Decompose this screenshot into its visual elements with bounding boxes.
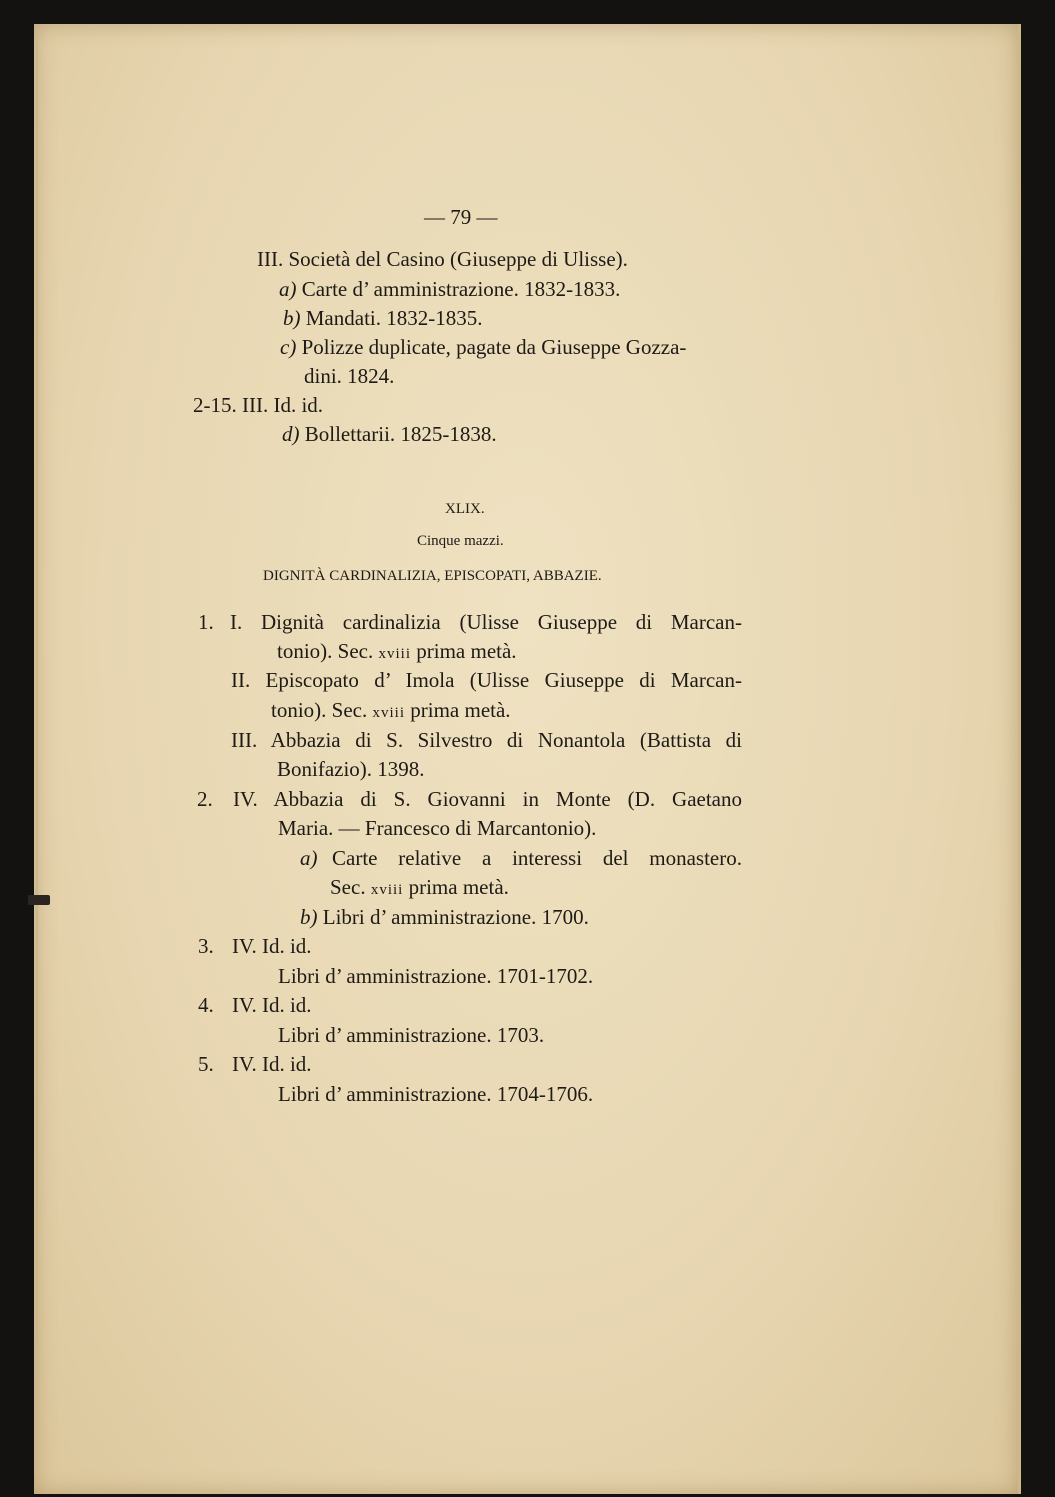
entry-line: I. Dignità cardinalizia (Ulisse Giuseppe di Marcan- [230,610,742,634]
section-subtitle: Cinque mazzi. [417,533,504,549]
item-label: b) [300,905,318,929]
binding-stitch [28,895,50,905]
item-label-text: a) [300,846,318,870]
entry-line: IV. Id. id. [232,1052,312,1076]
entry-text: tonio). Sec. [271,698,373,722]
entry-line [277,638,517,667]
entry-line [282,421,497,447]
item-label: c) [280,335,297,359]
entry-line: 2-15. III. Id. id. [193,393,324,417]
entry-line: Libri d’ amministrazione. 1704-1706. [278,1082,594,1106]
entry-text: Sec. [330,875,371,899]
entry-line: IV. Abbazia di S. Giovanni in Monte (D. Gaetano [233,787,742,811]
entry-line: III. Società del Casino (Giuseppe di Ulisse). [257,247,628,271]
entry-line: Carte relative a interessi del monastero. [332,846,742,870]
entry-line: IV. Id. id. [232,934,312,958]
entry-line: II. Episcopato d’ Imola (Ulisse Giuseppe di Marcan- [231,668,742,692]
entry-number: 5. [198,1052,214,1076]
entry-line [271,697,511,726]
item-label [300,845,318,871]
page-gutter [36,30,38,1470]
entry-line [279,276,620,302]
item-text: Carte d’ amministrazione. 1832-1833. [301,277,621,301]
entry-line: Maria. — Francesco di Marcantonio). [278,816,597,840]
entry-line [283,305,482,331]
entry-number: 1. [198,610,214,634]
item-text: Mandati. 1832-1835. [305,306,483,330]
entry-text: tonio). Sec. [277,639,379,663]
item-label: a) [279,277,297,301]
entry-number: 2. [197,787,213,811]
entry-line [300,904,589,930]
century-numeral: xviii [372,705,405,721]
page-number: — 79 — [424,205,498,229]
entry-text: prima metà. [405,698,511,722]
entry-line [330,874,509,903]
entry-number: 3. [198,934,214,958]
book-page [34,24,1021,1494]
entry-text: prima metà. [411,639,517,663]
century-numeral: xviii [378,646,411,662]
section-title: DIGNITÀ CARDINALIZIA, EPISCOPATI, ABBAZIE. [263,568,602,584]
section-number: XLIX. [445,501,485,517]
item-text: Bollettarii. 1825-1838. [304,422,497,446]
entry-line: III. Abbazia di S. Silvestro di Nonantola (Battista di [231,728,742,752]
century-numeral: xviii [370,882,404,898]
item-text: Libri d’ amministrazione. 1700. [322,905,589,929]
item-label: b) [283,306,301,330]
entry-line: IV. Id. id. [232,993,312,1017]
entry-line: Libri d’ amministrazione. 1703. [278,1023,545,1047]
entry-line: Libri d’ amministrazione. 1701-1702. [278,964,594,988]
entry-line: Bonifazio). 1398. [277,757,425,781]
entry-number: 4. [198,993,214,1017]
item-label: d) [282,422,300,446]
entry-line: dini. 1824. [304,364,395,388]
entry-line [280,334,686,360]
entry-text: prima metà. [403,875,509,899]
item-text: Polizze duplicate, pagate da Giuseppe Gozza- [301,335,687,359]
